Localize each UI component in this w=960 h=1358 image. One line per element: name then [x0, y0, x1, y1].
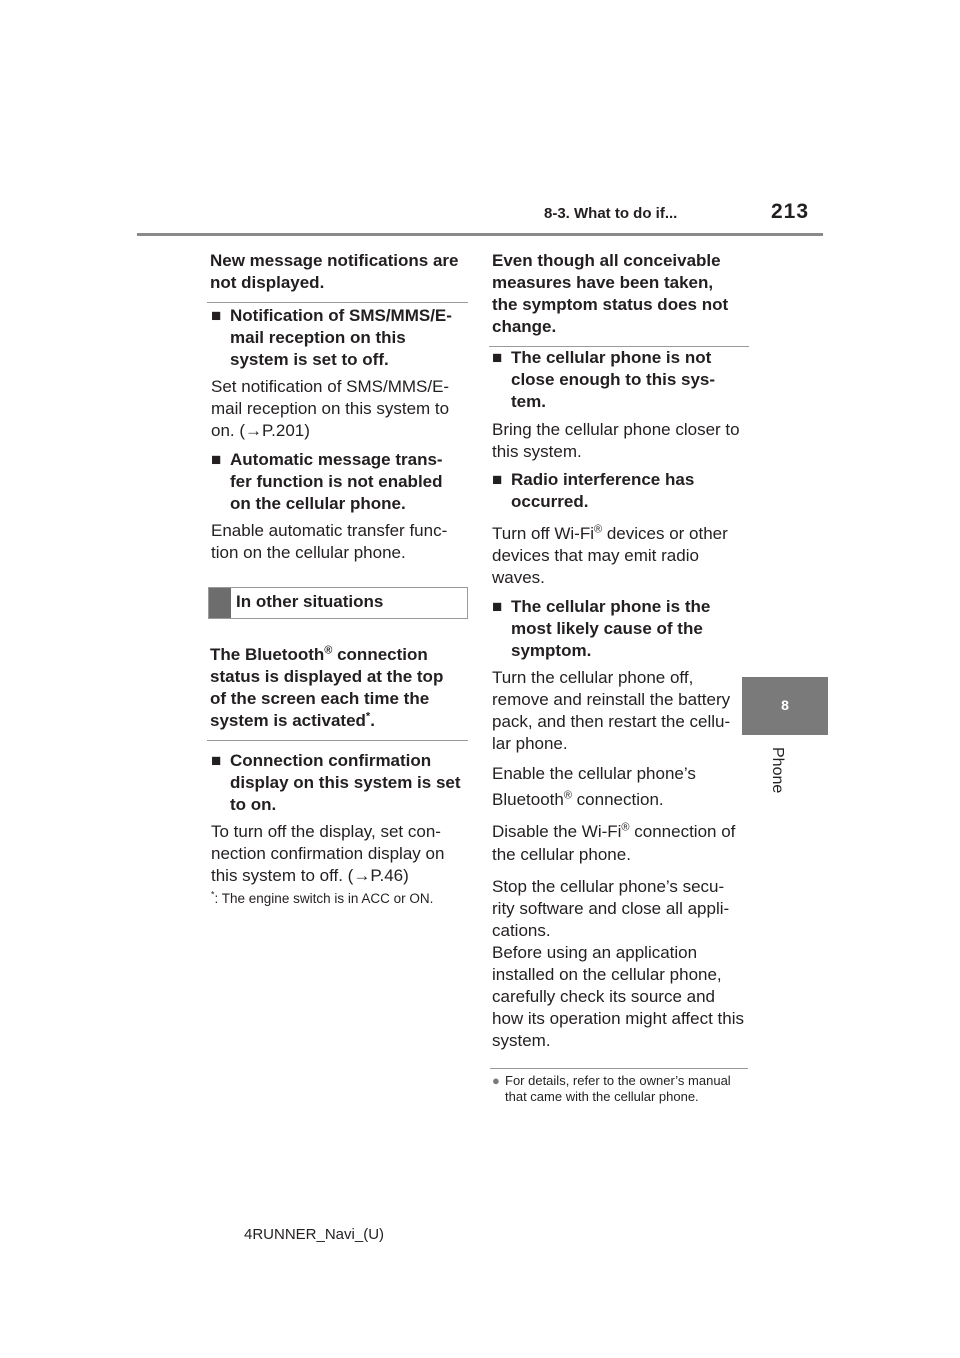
body-notification-off: Set notification of SMS/MMS/E-mail reception on this system to on. (→P.201) — [211, 377, 450, 440]
body-enable-bluetooth: Enable the cellular phone’s Bluetooth® connection. — [492, 764, 696, 809]
note-divider — [490, 1068, 748, 1069]
chapter-number: 8 — [781, 697, 789, 713]
square-bullet-icon: ■ — [211, 450, 222, 469]
body-disable-wifi: Disable the Wi-Fi® connection of the cellular phone. — [492, 821, 736, 864]
body-check-application: Before using an application installed on the cellular phone, carefully check its source and how its operation might affect this system. — [492, 943, 744, 1050]
square-bullet-icon: ■ — [211, 751, 222, 770]
page-reference[interactable]: P.46) — [370, 866, 409, 885]
section-marker — [209, 588, 231, 618]
body-restart-phone: Turn the cellular phone off, remove and reinstall the battery pack, and then restart the cellu- lar phone. — [492, 668, 731, 753]
body-connection-confirmation: To turn off the display, set con- nection confirmation display on this system to off. (→P.46) — [211, 822, 445, 885]
arrow-icon: → — [353, 866, 371, 885]
bullet-radio-interference: ■ Radio interference has occurred. — [492, 470, 695, 511]
bullet-not-close-enough: ■ The cellular phone is not close enough to this sys- tem. — [492, 348, 716, 411]
body-auto-transfer: Enable automatic transfer func- tion on the cellular phone. — [211, 521, 448, 562]
question-box-new-message: New message notifications are not displayed. — [207, 242, 468, 303]
page-reference[interactable]: P.201) — [262, 421, 310, 440]
question-box-bluetooth-status: The Bluetooth® connection status is displayed at the top of the screen each time the system is activated*. — [207, 638, 468, 741]
bullet-connection-confirmation: ■ Connection confirmation display on this system is set to on. — [211, 751, 461, 814]
square-bullet-icon: ■ — [492, 597, 503, 616]
body-radio-interference: Turn off Wi-Fi® devices or other devices that may emit radio waves. — [492, 523, 728, 587]
section-heading-other: In other situations — [208, 587, 468, 619]
round-bullet-icon: ● — [492, 1073, 500, 1088]
square-bullet-icon: ■ — [492, 348, 503, 367]
bullet-notification-off: ■ Notification of SMS/MMS/E-mail reception on this system is set to off. — [211, 306, 452, 369]
square-bullet-icon: ■ — [211, 306, 222, 325]
footnote: *: The engine switch is in ACC or ON. — [211, 889, 434, 906]
square-bullet-icon: ■ — [492, 470, 503, 489]
page-number: 213 — [771, 200, 810, 223]
body-not-close-enough: Bring the cellular phone closer to this system. — [492, 420, 740, 461]
chapter-label: Phone — [769, 747, 786, 794]
bullet-phone-cause: ■ The cellular phone is the most likely cause of the symptom. — [492, 597, 711, 660]
header-rule — [137, 233, 823, 236]
body-security-software: Stop the cellular phone’s secu- rity software and close all appli- cations. — [492, 877, 730, 940]
bullet-auto-transfer: ■ Automatic message trans- fer function is not enabled on the cellular phone. — [211, 450, 443, 513]
footer-model-code: 4RUNNER_Navi_(U) — [244, 1226, 385, 1243]
question-box-symptom-persists: Even though all conceivable measures have been taken, the symptom status does not change. — [489, 242, 749, 347]
arrow-icon: → — [245, 421, 263, 440]
section-title: 8-3. What to do if... — [544, 205, 678, 222]
